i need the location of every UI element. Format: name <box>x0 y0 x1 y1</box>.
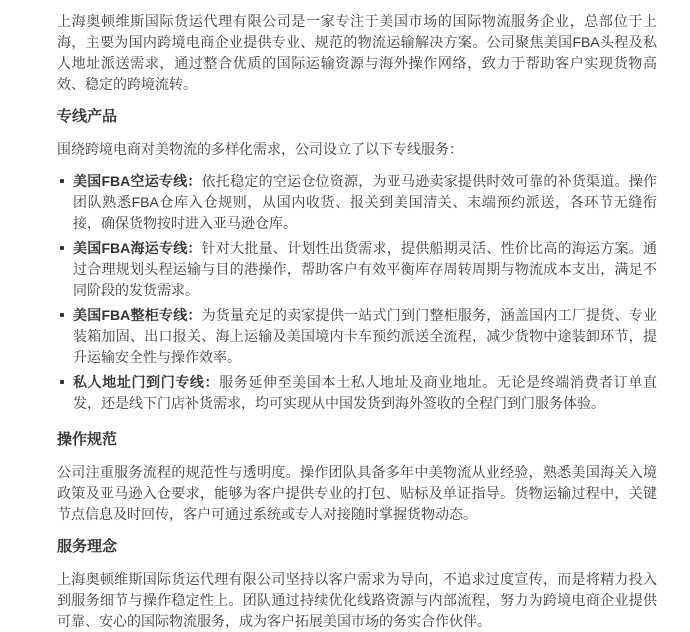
service-item-fba-fcl <box>57 305 657 368</box>
service-item-text: 依托稳定的空运仓位资源，为亚马逊卖家提供时效可靠的补货渠道。操作团队熟悉FBA仓库入仓规则，从国内收货、报关到美国清关、末端预约派送，各环节无缝衔接，确保货物按时进入亚马逊仓库。 <box>73 173 657 231</box>
section-heading-operations: 操作规范 <box>57 431 118 448</box>
service-item-text: 针对大批量、计划性出货需求，提供船期灵活、性价比高的海运方案。通过合理规划头程运输与目的港操作，帮助客户有效平衡库存周转周期与物流成本支出，满足不同阶段的发货需求。 <box>73 240 657 298</box>
service-item-text: 为货量充足的卖家提供一站式门到门整柜服务，涵盖国内工厂提货、专业装箱加固、出口报关、海上运输及美国境内卡车预约派送全流程，减少货物中途装卸环节，提升运输安全性与操作效率。 <box>73 307 657 365</box>
section-heading-products: 专线产品 <box>57 108 118 125</box>
service-item-fba-air <box>57 171 657 234</box>
service-list <box>57 171 657 414</box>
service-item-text: 服务延伸至美国本土私人地址及商业地址。无论是终端消费者订单直发，还是线下门店补货需求，均可实现从中国发货到海外签收的全程门到门服务体验。 <box>73 374 658 411</box>
service-item-label: 美国FBA空运专线： <box>73 173 202 189</box>
service-item-label: 美国FBA海运专线： <box>73 240 202 256</box>
section-paragraph-philosophy: 上海奥顿维斯国际货运代理有限公司坚持以客户需求为导向，不追求过度宣传，而是将精力投入到服务细节与操作稳定性上。团队通过持续优化线路资源与内部流程，努力为跨境电商企业提供可靠、安心的国际物流服务，成为客户拓展美国市场的务实合作伙伴。 <box>57 571 657 629</box>
service-item-label: 美国FBA整柜专线： <box>73 307 202 323</box>
service-item-door-to-door <box>57 372 657 414</box>
section-lead-products: 围绕跨境电商对美物流的多样化需求，公司设立了以下专线服务： <box>57 141 463 157</box>
section-paragraph-operations: 公司注重服务流程的规范性与透明度。操作团队具备多年中美物流从业经验，熟悉美国海关入境政策及亚马逊入仓要求，能够为客户提供专业的打包、贴标及单证指导。货物运输过程中，关键节点信息及时回传，客户可通过系统或专人对接随时掌握货物动态。 <box>57 464 657 522</box>
section-heading-philosophy: 服务理念 <box>57 538 118 555</box>
company-intro-paragraph: 上海奥顿维斯国际货运代理有限公司是一家专注于美国市场的国际物流服务企业，总部位于上海，主要为国内跨境电商企业提供专业、规范的物流运输解决方案。公司聚焦美国FBA头程及私人地址派送需求，通过整合优质的国际运输资源与海外操作网络，致力于帮助客户实现货物高效、稳定的跨境流转。 <box>57 13 657 92</box>
service-item-label: 私人地址门到门专线： <box>73 374 220 390</box>
service-item-fba-sea <box>57 238 657 301</box>
